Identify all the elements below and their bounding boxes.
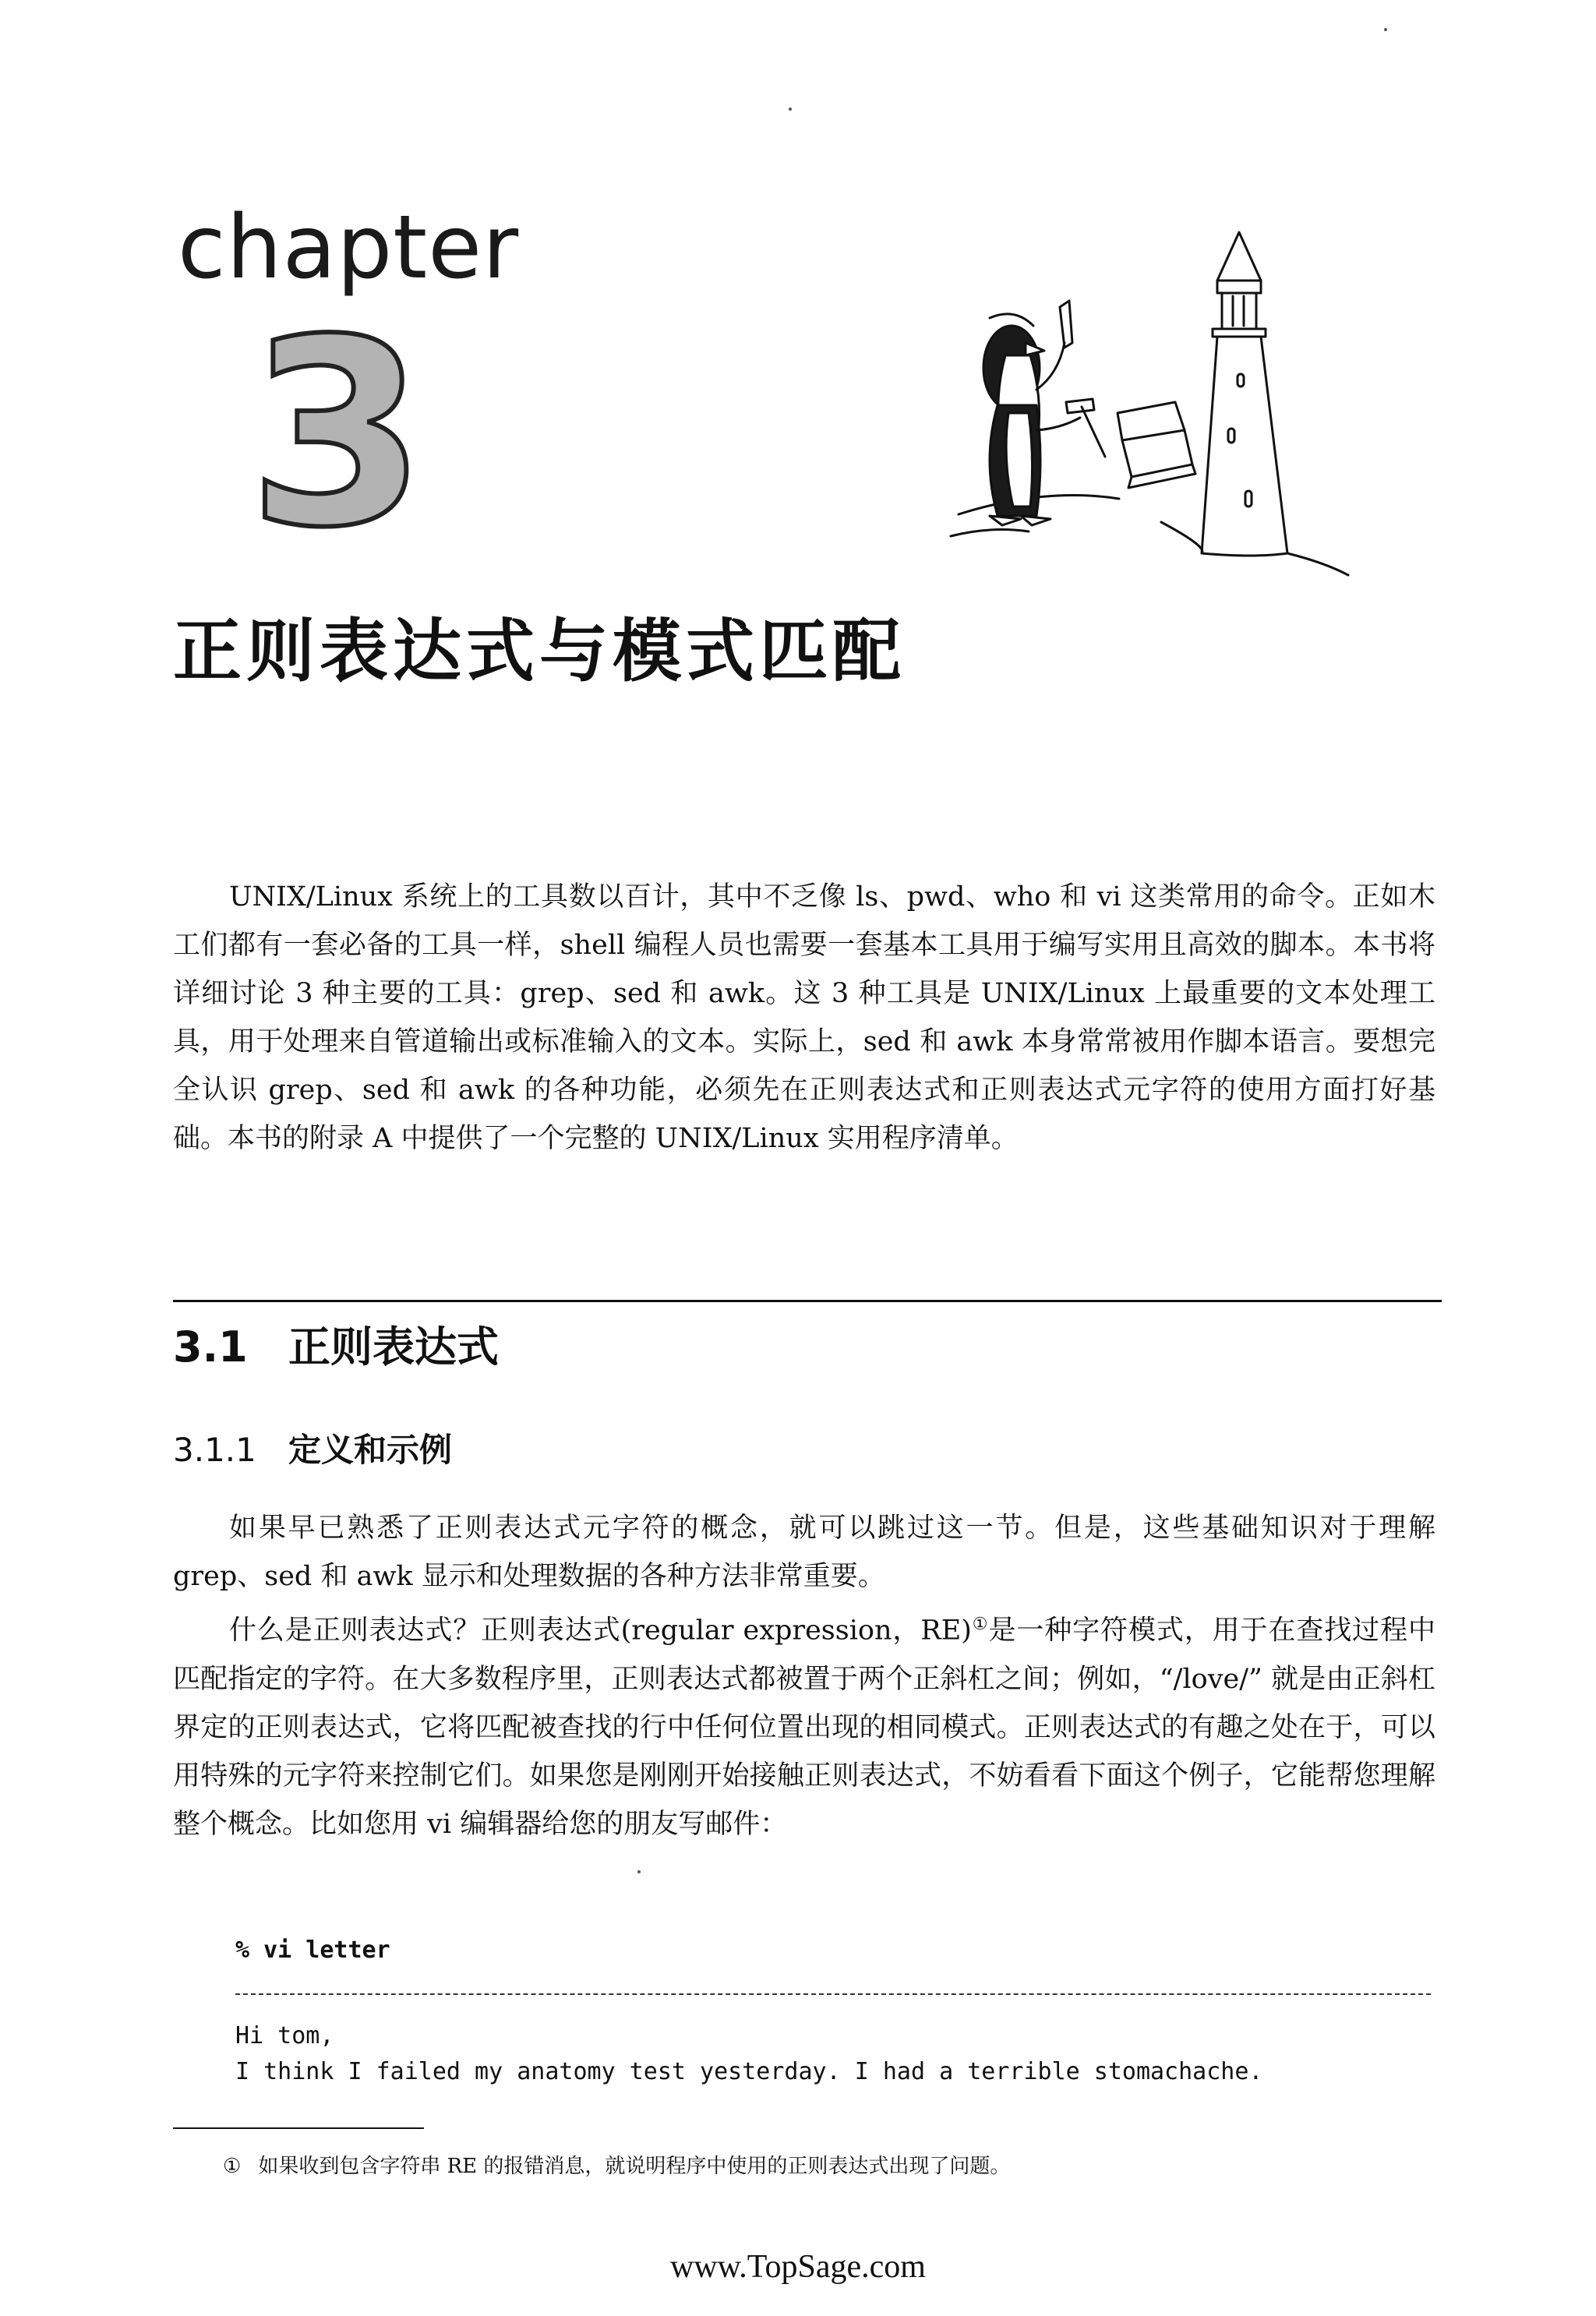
chapter-title: 正则表达式与模式匹配 xyxy=(173,611,906,691)
code-line-1: Hi tom, xyxy=(235,2022,334,2049)
chapter-number: 3 xyxy=(248,284,427,584)
subsection-number: 3.1.1 xyxy=(173,1431,256,1469)
para2-text-before: 什么是正则表达式？正则表达式(regular expression，RE) xyxy=(229,1615,972,1647)
penguin-lighthouse-illustration xyxy=(927,226,1364,584)
footnote-ref: ① xyxy=(971,1615,989,1634)
chapter-word: chapter xyxy=(178,197,520,298)
section-title: 正则表达式 xyxy=(288,1322,499,1372)
body-paragraph-2 xyxy=(173,1601,1435,1848)
subsection-title: 定义和示例 xyxy=(288,1431,453,1469)
para2-text-after: 是一种字符模式，用于在查找过程中匹配指定的字符。在大多数程序里，正则表达式都被置于两个正斜杠之间；例如，“/love/” 就是由正斜杠界定的正则表达式，它将匹配被查找的行中任何位置出现的相同模式。正则表达式的有趣之处在于，可以用特殊的元字符来控制它们。如果您是刚刚开始接触正则表达式，不妨看看下面这个例子，它能帮您理解整个概念。比如您用 vi 编辑器给您的朋友写邮件： xyxy=(173,1615,1435,1840)
footnote xyxy=(223,2151,1010,2182)
code-line-2: I think I failed my anatomy test yesterday. I had a terrible stomachache. xyxy=(235,2058,1263,2085)
footer-site: www.TopSage.com xyxy=(670,2249,926,2285)
footnote-mark: ① xyxy=(223,2155,242,2178)
section-rule xyxy=(173,1300,1442,1302)
scan-speck xyxy=(1384,28,1387,31)
section-number: 3.1 xyxy=(173,1322,248,1372)
intro-paragraph: UNIX/Linux 系统上的工具数以百计，其中不乏像 ls、pwd、who 和 vi 这类常用的命令。正如木工们都有一套必备的工具一样，shell 编程人员也需要一套基本工具用于编写实用且高效的脚本。本书将详细讨论 3 种主要的工具：grep、sed 和 awk。这 3 种工具是 UNIX/Linux 上最重要的文本处理工具，用于处理来自管道输出或标准输入的文本。实际上，sed 和 awk 本身常常被用作脚本语言。要想完全认识 grep、sed 和 awk 的各种功能，必须先在正则表达式和正则表达式元字符的使用方面打好基础。本书的附录 A 中提供了一个完整的 UNIX/Linux 实用程序清单。 xyxy=(173,881,1435,1154)
body-text xyxy=(173,1504,1435,1848)
footnote-text: 如果收到包含字符串 RE 的报错消息，就说明程序中使用的正则表达式出现了问题。 xyxy=(258,2155,1011,2178)
scan-speck xyxy=(789,108,792,111)
body-paragraph-1: 如果早已熟悉了正则表达式元字符的概念，就可以跳过这一节。但是，这些基础知识对于理解 grep、sed 和 awk 显示和处理数据的各种方法非常重要。 xyxy=(173,1513,1435,1592)
intro-text xyxy=(173,873,1435,1163)
footnote-rule xyxy=(173,2127,424,2129)
section-heading xyxy=(173,1322,499,1372)
code-command: % vi letter xyxy=(235,1936,390,1964)
subsection-heading xyxy=(173,1431,453,1469)
code-separator xyxy=(235,1993,1431,1995)
scan-speck xyxy=(637,1870,641,1873)
